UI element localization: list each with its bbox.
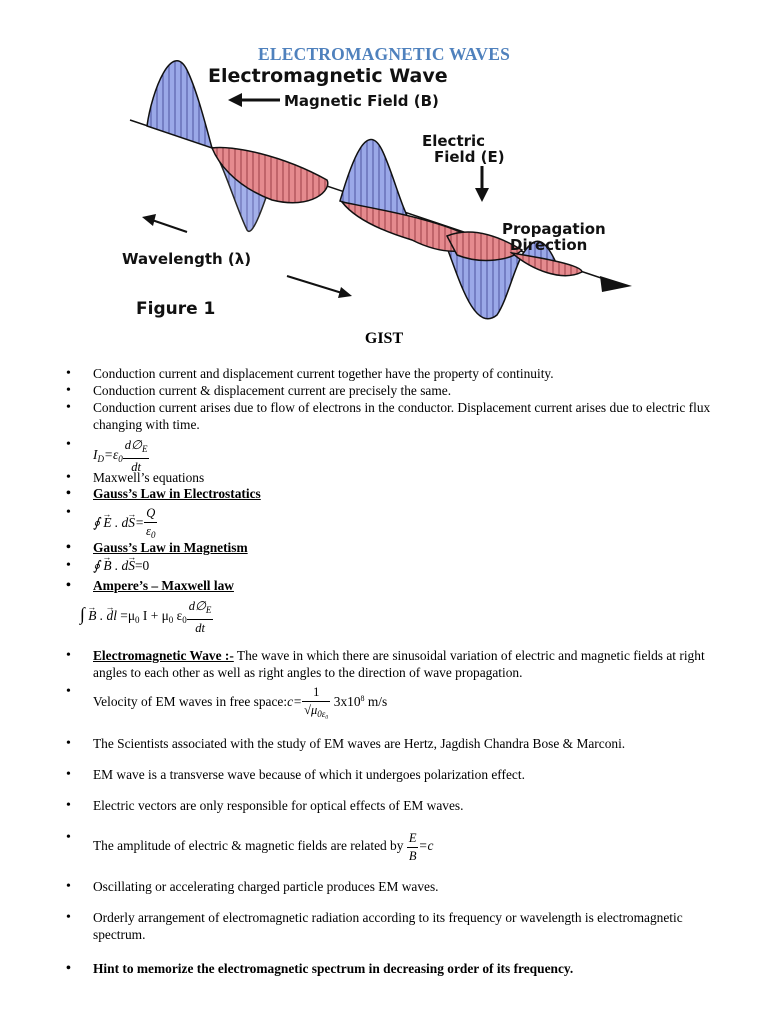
list-item-em-wave [93,648,733,681]
list-item-amplitude: • The amplitude of electric & magnetic fields are related by $\frac{E}{B}$ =c [93,830,733,864]
electric-arrowhead [475,188,489,202]
wavelength-label: Wavelength (λ) [122,250,252,268]
list-item-displacement-current: • $I_D=\varepsilon_0$ $\frac{d\emptyset_E}{dt}$ [93,437,733,475]
em-wave-text: The wave in which there are sinusoidal variation of electric and magnetic fields at right angles to each other as well as right angles to the direction of wave propagation. [93,648,705,680]
list-item-gauss-magnetism: • Gauss’s Law in Magnetism [93,540,733,557]
list-item: • The Scientists associated with the study of EM waves are Hertz, Jagdish Chandra Bose & Marconi. [93,736,733,753]
wavelength-arrowhead-right [338,287,352,298]
list-item: • Maxwell’s equations [93,470,733,487]
propagation-label-2: Direction [510,236,588,254]
figure-heading: Electromagnetic Wave [208,65,448,87]
velocity-value: 3x10 [333,694,361,710]
magnetic-arrowhead [228,93,242,107]
list-item-gauss-electrostatics: • Gauss’s Law in Electrostatics [93,486,733,503]
magnetic-lobe-1 [147,61,212,148]
list-item: • Conduction current arises due to flow of electrons in the conductor. Displacement current arises due to electric flux changing with time. [93,400,733,433]
wavelength-arrow-left [152,220,187,232]
list-item: • Conduction current and displacement current together have the property of continuity. [93,366,733,383]
list-item: • Orderly arrangement of electromagnetic radiation according to its frequency or wavelength is electromagnetic spectrum. [93,910,733,943]
wavelength-arrow-right [287,276,342,293]
gist-heading: GIST [364,330,404,347]
em-wave-term: Electromagnetic Wave :- [93,648,234,663]
list-item-gauss-equation: • ∮ E → . dS →= $\frac{Q}{\varepsilon_0}$ [93,505,733,543]
list-item: • EM wave is a transverse wave because of which it undergoes polarization effect. [93,767,733,784]
list-item-velocity: • Velocity of EM waves in free space:c= $\frac{1}{√\mu_{0\varepsilon_0}}$ $3x10^8$ m/s [93,684,733,722]
amplitude-text: The amplitude of electric & magnetic fields are related by [93,838,407,854]
em-wave-figure [112,60,656,328]
electric-label-1: Electric [422,132,486,150]
figure-caption: Figure 1 [136,299,216,319]
list-item-magnetism-equation: • ∮ B → . dS →=0 [93,558,733,575]
propagation-arrowhead [600,276,632,292]
velocity-exp: 8 [360,694,365,704]
list-item: • Conduction current & displacement current are precisely the same. [93,383,733,400]
velocity-text: Velocity of EM waves in free space: [93,694,288,710]
propagation-label-1: Propagation [502,220,606,238]
magnetic-label: Magnetic Field (B) [284,92,439,110]
list-item: • Electric vectors are only responsible for optical effects of EM waves. [93,798,733,815]
list-item-hint: • Hint to memorize the electromagnetic spectrum in decreasing order of its frequency. [93,961,733,978]
page-title: ELECTROMAGNETIC WAVES [257,44,511,64]
list-item: • Oscillating or accelerating charged particle produces EM waves. [93,879,733,896]
wavelength-arrowhead-left [142,214,156,226]
list-item-ampere-maxwell: • Ampere’s – Maxwell law [93,578,733,595]
velocity-unit: m/s [364,694,388,710]
electric-label-2: Field (E) [434,148,505,166]
ampere-maxwell-equation: ∫ B → . dl → $=\mu_0$ $I + \mu_0$ $\varepsilon_0$ $\frac{d\emptyset_E}{dt}$ [80,598,720,636]
